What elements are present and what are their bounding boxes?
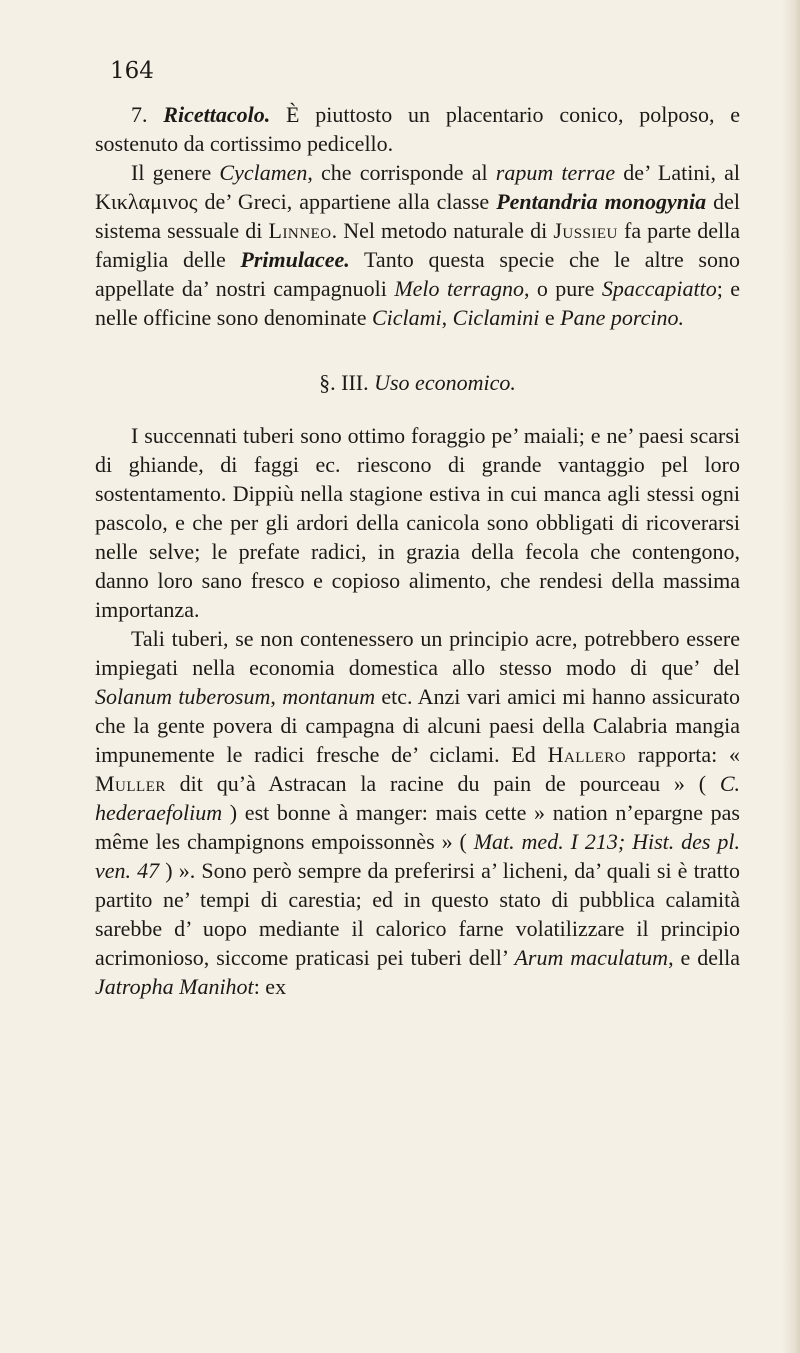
text-body bbox=[95, 100, 740, 1001]
paragraph-receptacle bbox=[95, 100, 740, 158]
text-run: e bbox=[539, 305, 561, 330]
text-run: ) ». Sono però sempre da preferirsi a’ licheni, da’ quali si è tratto partito ne’ tempi di carestia; ed in questo stato di pubblica calamità sarebbe d’ uopo mediante il calorico farne volatilizzare il principio acrimonioso, siccome praticasi pei tuberi dell’ bbox=[95, 858, 740, 970]
term-pane-porcino: Pane porcino. bbox=[560, 305, 685, 330]
term-pentandria: Pentandria monogynia bbox=[496, 189, 707, 214]
name-jussieu: Jussieu bbox=[553, 218, 618, 243]
paragraph-forage: I succennati tuberi sono ottimo foraggio pe’ maiali; e ne’ paesi scarsi di ghiande, di faggi ec. riescono di grande vantaggio pel loro sostentamento. Dippiù nella stagione estiva in cui manca agli stessi ogni pascolo, e che per gli ardori della canicola sono obbligati di ricoverarsi nelle selve; le prefate radici, in grazia della fecola che contengono, danno loro sano fresco e copioso alimento, che rendesi della massima importanza. bbox=[95, 423, 740, 622]
name-hallero: Hallero bbox=[547, 742, 627, 767]
term-arum-maculatum: Arum maculatum bbox=[514, 945, 669, 970]
text-run: . Nel metodo naturale di bbox=[331, 218, 554, 243]
term-ciclami: Ciclami bbox=[371, 305, 442, 330]
section-number: §. III. bbox=[319, 370, 375, 395]
term-montanum: montanum bbox=[282, 684, 376, 709]
term-ciclamini: Ciclamini bbox=[452, 305, 540, 330]
text-run: Tali tuberi, se non contenessero un principio acre, potrebbero essere impiegati nella economia domestica allo stesso modo di que’ del bbox=[95, 626, 740, 680]
term-jatropha-manihot: Jatropha Manihot bbox=[95, 974, 254, 999]
term-spaccapiatto: Spaccapiatto bbox=[601, 276, 717, 301]
paragraph-uses bbox=[95, 624, 740, 1001]
page-edge bbox=[782, 0, 800, 1353]
paragraph-genus bbox=[95, 158, 740, 332]
text-run: ) est bonne à manger: mais cette » nation n’epargne pas même les champignons empoissonnès » ( bbox=[95, 800, 740, 854]
text-run: : ex bbox=[253, 974, 287, 999]
text-run: Tanto questa specie che le altre sono appellate da’ nostri campagnuoli bbox=[95, 247, 740, 301]
text-run: , e della bbox=[668, 945, 740, 970]
text-run: rapporta: « bbox=[626, 742, 741, 767]
text-run: , bbox=[270, 684, 283, 709]
term-rapum-terrae: rapum terrae bbox=[495, 160, 616, 185]
term-hederaefolium: C. hederaefolium bbox=[95, 771, 740, 825]
page-number: 164 bbox=[110, 58, 154, 84]
text-run: È piuttosto un placentario conico, polposo, e sostenuto da cortissimo pedicello. bbox=[95, 102, 740, 156]
text-run: 7. bbox=[131, 102, 164, 127]
name-muller: Muller bbox=[95, 771, 166, 796]
text-run: de’ Latini, al Κικλαμινος de’ Greci, appartiene alla classe bbox=[95, 160, 740, 214]
term-ricettacolo: Ricettacolo. bbox=[163, 102, 271, 127]
text-run: , bbox=[441, 305, 453, 330]
text-run: , o pure bbox=[523, 276, 602, 301]
text-run: del sistema sessuale di bbox=[95, 189, 740, 243]
section-heading bbox=[95, 368, 740, 397]
term-melo-terragno: Melo terragno bbox=[394, 276, 524, 301]
text-run: Il genere bbox=[131, 160, 220, 185]
term-cyclamen: Cyclamen bbox=[219, 160, 308, 185]
text-run: ; e nelle officine sono denominate bbox=[95, 276, 741, 330]
term-solanum-tuberosum: Solanum tuberosum bbox=[95, 684, 271, 709]
term-primulacee: Primulacee. bbox=[240, 247, 350, 272]
text-run: etc. Anzi vari amici mi hanno assicurato che la gente povera di campagna di alcuni paesi della Calabria mangia impunemente le radici fresche de’ ciclami. Ed bbox=[95, 684, 740, 767]
section-title: Uso economico. bbox=[374, 370, 516, 395]
name-linneo: Linneo bbox=[268, 218, 332, 243]
text-run: , che corrisponde al bbox=[307, 160, 496, 185]
citation: Mat. med. I 213; Hist. des pl. ven. 47 bbox=[95, 829, 740, 883]
text-run: dit qu’à Astracan la racine du pain de pourceau » ( bbox=[165, 771, 720, 796]
text-run: fa parte della famiglia delle bbox=[95, 218, 741, 272]
